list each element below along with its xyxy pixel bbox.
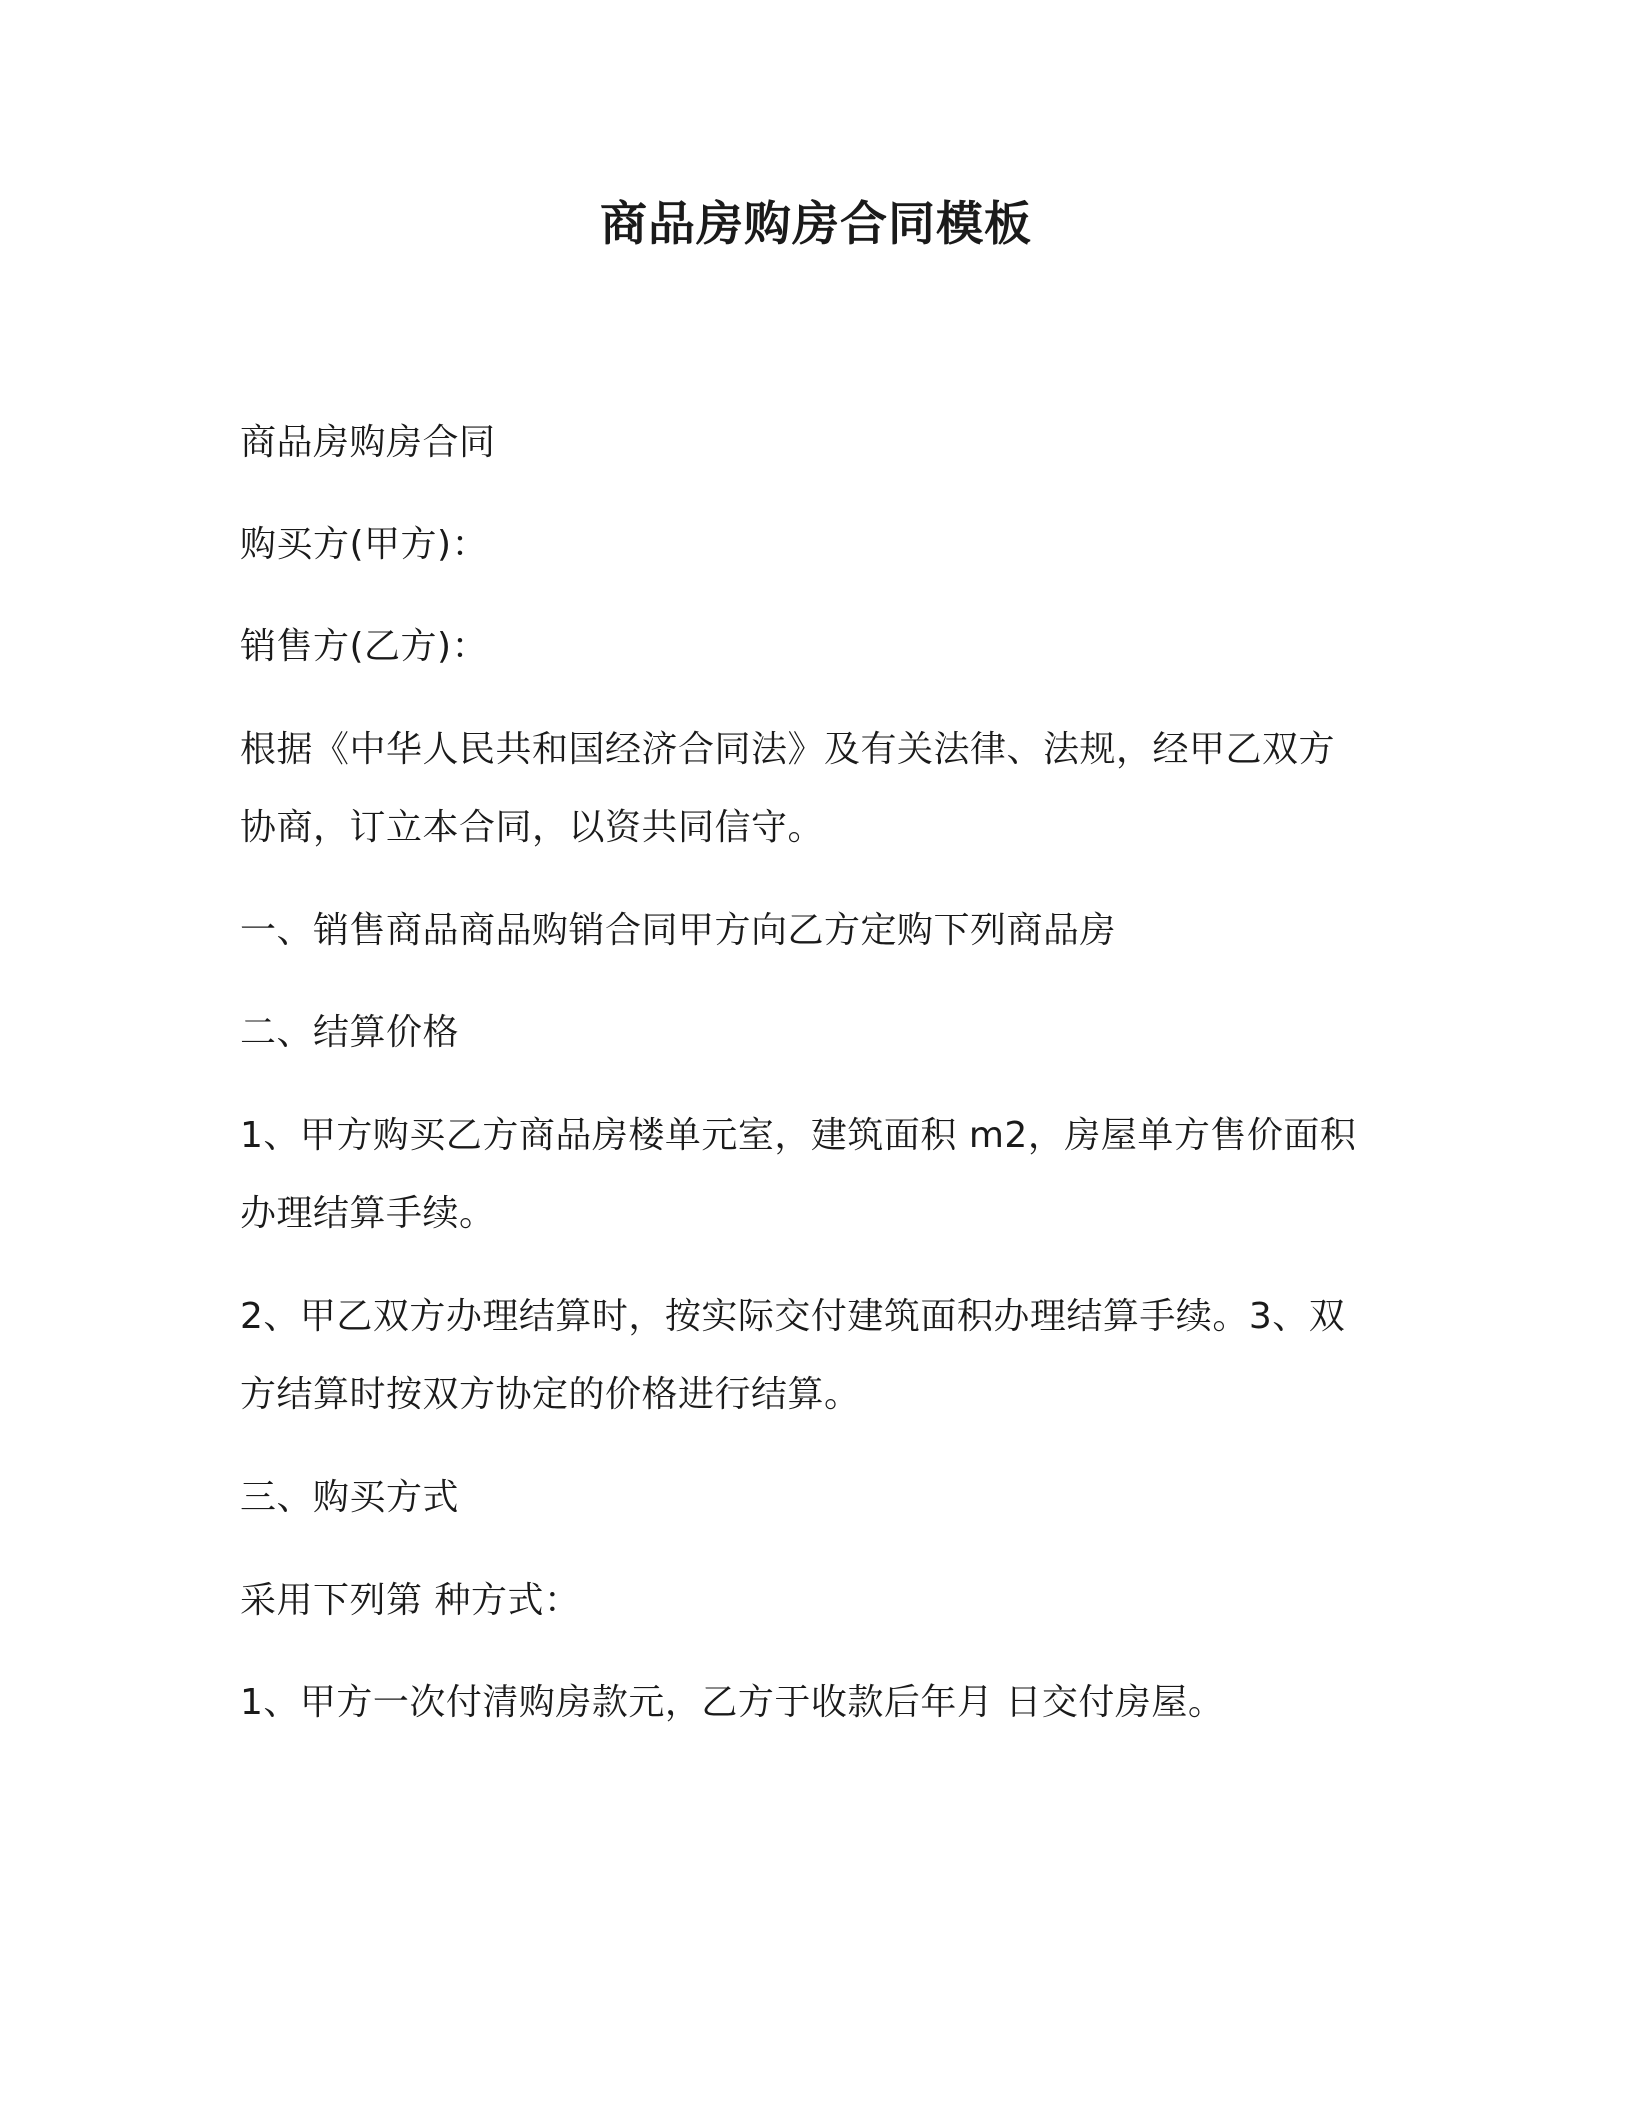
text-line: 方结算时按双方协定的价格进行结算。 — [240, 1374, 861, 1415]
text-line: 采用下列第 种方式： — [240, 1580, 581, 1621]
paragraph-clause-3-1 — [240, 1664, 1380, 1742]
text-line: 协商，订立本合同，以资共同信守。 — [240, 807, 825, 848]
paragraph-section-2 — [240, 994, 1380, 1072]
paragraph-section-3 — [240, 1459, 1380, 1537]
text-line: 2、甲乙双方办理结算时，按实际交付建筑面积办理结算手续。3、双 — [240, 1296, 1346, 1337]
text-line: 商品房购房合同 — [240, 422, 496, 463]
text-line: 1、甲方购买乙方商品房楼单元室，建筑面积 m2，房屋单方售价面积 — [240, 1115, 1357, 1156]
paragraph-payment-options — [240, 1562, 1380, 1640]
paragraph-clause-2-2 — [240, 1278, 1380, 1434]
paragraph-seller — [240, 608, 1380, 686]
paragraph-contract-heading — [240, 404, 1380, 482]
paragraph-preamble — [240, 711, 1380, 867]
text-line: 一、销售商品商品购销合同甲方向乙方定购下列商品房 — [240, 910, 1117, 951]
text-line: 1、甲方一次付清购房款元，乙方于收款后年月 日交付房屋。 — [240, 1682, 1225, 1723]
paragraph-clause-2-1 — [240, 1097, 1380, 1253]
paragraph-buyer — [240, 506, 1380, 584]
text-line: 三、购买方式 — [240, 1477, 460, 1518]
text-line: 购买方(甲方)： — [240, 524, 489, 565]
paragraph-section-1 — [240, 892, 1380, 970]
text-line: 根据《中华人民共和国经济合同法》及有关法律、法规，经甲乙双方 — [240, 729, 1336, 770]
text-line: 二、结算价格 — [240, 1012, 460, 1053]
page-title: 商品房购房合同模板 — [600, 197, 1032, 252]
text-line: 销售方(乙方)： — [240, 626, 489, 667]
text-line: 办理结算手续。 — [240, 1193, 496, 1234]
